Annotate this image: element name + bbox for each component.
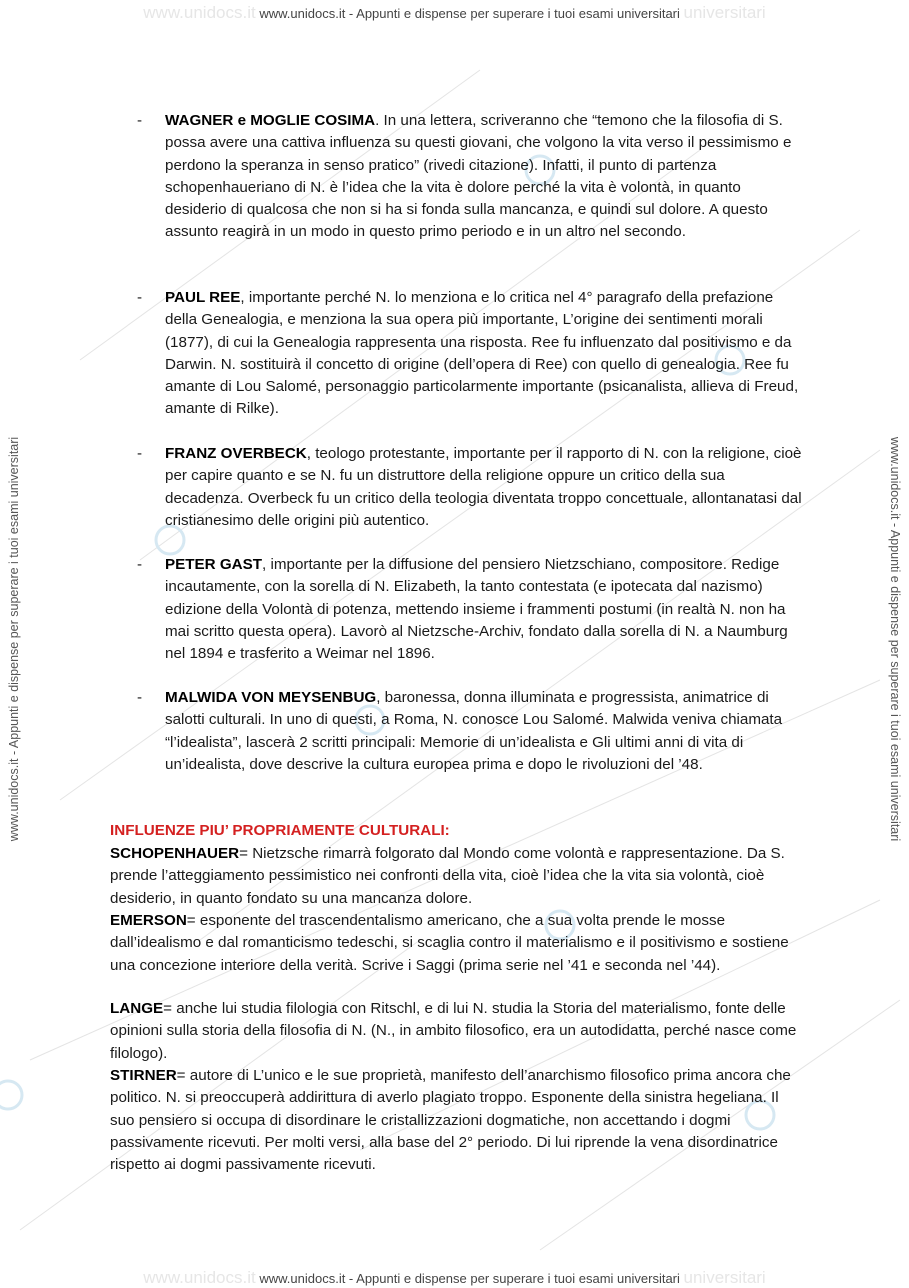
- watermark-ghost-right: universitari: [683, 1268, 766, 1287]
- influence-name: LANGE: [110, 1000, 164, 1017]
- entry-name: PAUL REE: [165, 289, 241, 306]
- influence-name: SCHOPENHAUER: [110, 845, 240, 862]
- entry-text: , importante per la diffusione del pensiero Nietzschiano, compositore. Redige incautamente, con la sorella di N. Elizabeth, la tanto contestata (e ipotecata dal nazismo) edizione della Volontà di potenza, mettendo insieme i frammenti postumi (in realtà N. non ha mai scritto questa opera). Lavorò al Nietzsche-Archiv, fondato dalla sorella di N. a Naumburg nel 1894 e trasferito a Weimar nel 1896.: [165, 556, 788, 663]
- entry-text: . In una lettera, scriveranno che “temono che la filosofia di S. possa avere una cattiva influenza su questi giovani, che volgono la vita verso il pessimismo e perdono la speranza in senso pratico” (rivedi citazione). Infatti, il punto di partenza schopenhaueriano di N. è l’idea che la vita è dolore perché la vita è volontà, in quanto desiderio di qualcosa che non si ha si fonda sulla mancanza, e quindi sul dolore. A questo assunto reagirà in un modo in questo primo periodo e in un altro nel secondo.: [165, 112, 792, 241]
- influence-text: = autore di L’unico e le sue proprietà, manifesto dell’anarchismo filosofico prima ancora che politico. N. si preoccuperà addirittura di averlo plagiato troppo. Esponente della sinistra hegeliana. Il suo pensiero si occupa di disordinare le cristallizzazioni dogmatiche, non accettando i dogmi passivamente ricevuti. Per molti versi, alla base del 2° periodo. Di lui riprende la vena disordinatrice rispetto ai dogmi passivamente ricevuti.: [110, 1067, 791, 1174]
- list-item: [137, 554, 805, 665]
- influence-text: = esponente del trascendentalismo americano, che a sua volta prende le mosse dall’idealismo e dal romanticismo tedeschi, si scaglia contro il materialismo e il positivismo e sostiene una concezione interiore della verità. Scrive i Saggi (prima serie nel ’41 e seconda nel ’44).: [110, 912, 789, 974]
- bullet-dash: -: [137, 556, 143, 573]
- watermark-bottom: [0, 1268, 909, 1288]
- bullet-dash: -: [137, 689, 143, 706]
- entry-name: FRANZ OVERBECK: [165, 445, 307, 462]
- entry-text: , importante perché N. lo menziona e lo critica nel 4° paragrafo della prefazione della Genealogia, e menziona la sua opera più importante, L’origine dei sentimenti morali (1877), di cui la Genealogia rappresenta una risposta. Ree fu influenzato dal positivismo e da Darwin. N. sostituirà il concetto di origine (dell’opera di Ree) con quello di genealogia. Ree fu amante di Lou Salomé, personaggio particolarmente importante (psicanalista, allieva di Freud, amante di Rilke).: [165, 289, 799, 418]
- section-heading: INFLUENZE PIU’ PROPRIAMENTE CULTURALI:: [110, 822, 450, 839]
- entry-name: PETER GAST: [165, 556, 263, 573]
- watermark-top: [0, 3, 909, 23]
- watermark-right: www.unidocs.it - Appunti e dispense per superare i tuoi esami universitari: [888, 436, 902, 842]
- entry-name: WAGNER e MOGLIE COSIMA: [165, 112, 376, 129]
- influence-text: = Nietzsche rimarrà folgorato dal Mondo come volontà e rappresentazione. Da S. prende l’atteggiamento pessimistico nei confronti della vita, cioè l’idea che la vita sia volontà, cioè desiderio, in quanto fondato su una mancanza dolore.: [110, 845, 785, 907]
- list-item: [137, 687, 805, 776]
- bullet-dash: -: [137, 112, 143, 129]
- entry-text: , baronessa, donna illuminata e progressista, animatrice di salotti culturali. In uno di questi, a Roma, N. conosce Lou Salomé. Malwida veniva chiamata “l’idealista”, lascerà 2 scritti principali: Memorie di un’idealista e Gli ultimi anni di vita di un’idealista, dove descrive la cultura europea prima e dopo le rivoluzioni del ’48.: [165, 689, 783, 773]
- watermark-ghost-right: universitari: [683, 3, 766, 22]
- watermark-banner: www.unidocs.it - Appunti e dispense per superare i tuoi esami universitari: [259, 1271, 680, 1286]
- bullet-dash: -: [137, 445, 143, 462]
- list-item: [137, 110, 805, 244]
- influence-paragraph: [110, 843, 800, 910]
- bullet-dash: -: [137, 289, 143, 306]
- entry-name: MALWIDA VON MEYSENBUG: [165, 689, 377, 706]
- influence-paragraph: [110, 910, 800, 977]
- influence-name: EMERSON: [110, 912, 187, 929]
- watermark-banner: www.unidocs.it - Appunti e dispense per superare i tuoi esami universitari: [259, 6, 680, 21]
- influence-text: = anche lui studia filologia con Ritschl, e di lui N. studia la Storia del materialismo, fonte delle opinioni sulla storia della filosofia di N. (N., in ambito filosofico, era un autodidatta, perché nasce come filologo).: [110, 1000, 797, 1062]
- influence-paragraph: [110, 1065, 800, 1176]
- list-item: [137, 443, 805, 532]
- influence-name: STIRNER: [110, 1067, 177, 1084]
- influence-paragraph: [110, 998, 800, 1065]
- watermark-ghost-left: www.unidocs.it: [143, 1268, 256, 1287]
- watermark-ghost-left: www.unidocs.it: [143, 3, 256, 22]
- watermark-left: www.unidocs.it - Appunti e dispense per superare i tuoi esami universitari: [7, 436, 21, 842]
- entry-text: , teologo protestante, importante per il rapporto di N. con la religione, cioè per capire quanto e se N. fu un distruttore della religione oppure un critico della sua decadenza. Overbeck fu un critico della teologia diventata troppo concettuale, allontanatasi dal cristianesimo delle origini più autentico.: [165, 445, 802, 529]
- list-item: [137, 287, 805, 421]
